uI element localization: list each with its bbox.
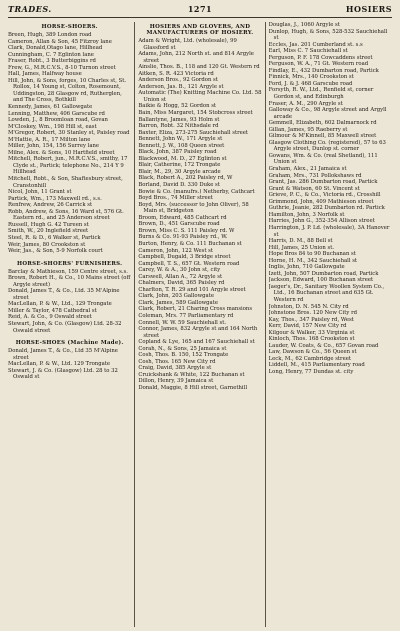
directory-entry: Kerr, David, 157 New City rd <box>268 323 347 330</box>
directory-entry: Graham, Mrs., 731 Pollokshaws rd <box>268 172 362 179</box>
directory-entry: Burton, Henry, & Co. 111 Buchanan st <box>138 240 242 247</box>
directory-entry: Burns & Co. 91-93 Paisley rd., W. <box>138 234 228 241</box>
directory-entry: Johnston, D. N. 545 N. City rd <box>268 303 349 310</box>
directory-entry: Ballantyne, James, 93 Holm st <box>138 116 220 123</box>
directory-entry: Nicol, John, 11 Grant st <box>8 189 72 196</box>
directory-entry: Harris, D. M., 88 Bell st <box>268 238 333 245</box>
directory-entry: Smith, W., 20 Inglefield street <box>8 228 89 235</box>
directory-entry: Ferguson, P. F. 178 Cowcaddens street <box>268 54 373 61</box>
directory-entry: Black, Robert A., 202 Paisley rd, W <box>138 175 233 182</box>
directory-entry: Clark, John, 203 Gallowgate <box>138 293 214 300</box>
directory-entry: Ainslie, Thos. B., 118 and 120 Gt. Western rd <box>138 64 260 71</box>
directory-entry: Broom, Edward, 485 Cathcart rd <box>138 214 227 221</box>
column-2 <box>138 22 261 627</box>
directory-entry: Fraser, Robt., 3 Butterbiggins rd <box>8 58 96 65</box>
directory-entry: Anderson Bros., 92 Gordon st <box>138 77 218 84</box>
directory-entry: Brown, Robert H., & Co., 10 Mains street (off Argyle street) <box>8 275 131 288</box>
directory-entry: Cameron, Allan & Son, 45 Fitzroy lane <box>8 38 112 45</box>
directory-entry: Campbell, Dugald, 3 Bridge street <box>138 254 231 261</box>
directory-entry: Hall, James, Halfway house <box>8 71 82 78</box>
directory-entry: Cosh, Thos. B. 150, 152 Trongate <box>138 352 229 359</box>
directory-entry: Ford, J. & J. 468 Garscube road <box>268 80 353 87</box>
directory-entry: Douglas, J., 1060 Argyle st <box>268 22 340 28</box>
directory-entry: Grimmond, John, 409 Mathieson street <box>268 198 374 205</box>
directory-entry: Gemmell, Elizabeth, 602 Dalmarnock rd <box>268 120 377 127</box>
directory-entry: Robb, Andrew, & Sons, 16 Ward st, 576 Gt. Eastern rd., and 25 Anderson street <box>8 208 124 222</box>
directory-entry: Gilmour & M'Kinnell, 85 Maxwell street <box>268 133 377 140</box>
directory-entry: Weir, James, 80 Crookston st <box>8 241 86 248</box>
directory-entry: Clark, Robert, 21 Charing Cross mansions <box>138 306 253 313</box>
directory-entry: Jackson, Edward, 100 Buchanan street <box>268 277 374 284</box>
column-3 <box>269 22 392 627</box>
directory-entry: Carey, W. & A., 30 John st, city <box>138 267 221 274</box>
directory-entry: Miller & Taylor, 478 Cathedral st <box>8 307 97 314</box>
directory-entry: Long, Henry, 77 Dundas st. city <box>268 368 354 375</box>
directory-entry: Steel, R. & D., 6 Walker st, Partick <box>8 234 101 241</box>
directory-entry: Frew, G., M.R.C.V.S., 8-10 Turnon street <box>8 64 116 71</box>
directory-entry: Copland & Lye, 165 and 167 Sauchiehall st <box>138 339 255 346</box>
directory-entry: Glasgow Clothing Co. (registered), 57 to 63 Argyle street, Dunlop st. corner <box>268 139 386 153</box>
directory-entry: Reid, A. & Co., 9 Oswald street <box>8 314 92 321</box>
directory-entry: Dillon, Henry, 39 Jamaica st <box>138 378 214 385</box>
directory-entry: Mitchell, Robt., & Son, Shaftesbury street, Cranstonhill <box>8 176 123 189</box>
directory-entry: Cosh, Thos. 165 New City rd <box>138 358 216 365</box>
directory-entry: Baikie & Hogg, 52 Gordon st <box>138 103 217 110</box>
directory-entry: Cunningham, C. 7 Eglinton lane <box>8 51 94 58</box>
header-rule <box>8 17 392 18</box>
directory-entry: Inglis, John, 710 Gallowgate <box>268 264 345 271</box>
directory-entry: M'Hattie, A. R., 17 Milton lane <box>8 136 91 143</box>
running-head-right: HOSIERS <box>345 4 392 14</box>
directory-entry: Campbell, T. S., 657 Gt. Western road <box>138 260 240 267</box>
directory-entry: Brown, Miss C. S. 111 Paisley rd. W <box>138 227 235 234</box>
directory-entry: Partick, Wm., 173 Maxwell rd., s.s. <box>8 195 102 202</box>
directory-entry: Stewart, John, & Co. (Glasgow) Ltd. 28-32 Oswald street <box>8 320 122 334</box>
directory-entry: Coleman, Mrs. 77 Parliamentary rd <box>138 312 234 319</box>
page-header <box>8 4 392 16</box>
directory-entry: M'Gregor, Robert, 30 Stanley st, Paisley road <box>8 130 130 137</box>
directory-entry: Dunlop, Hugh, & Sons, 528-532 Sauchiehall st <box>268 28 388 42</box>
directory-entry: MacLellan, P. & W., Ltd., 129 Trongate <box>8 301 112 308</box>
directory-entry: Grant & Watson, 60 St. Vincent st <box>268 185 360 192</box>
directory-entry: Kennedy, James, 61 Gallowgate <box>8 104 93 111</box>
directory-entry: Clark, Donald,Otago lane, Hillhead <box>8 45 103 52</box>
directory-entry: Breen, Hugh, 389 London road <box>8 32 92 38</box>
directory-entry: Bennett, John W., 171 Argyle st <box>138 136 223 143</box>
directory-entry: Blair, Catherine, 172 Trongate <box>138 162 221 169</box>
section-title: HORSE-SHOERS' FURNISHERS. <box>16 260 123 267</box>
directory-entry: Blackwood, M. D., 27 Eglinton st <box>138 155 227 162</box>
directory-entry: Donald, Maggie, 8 Hill street, Garnethill <box>138 384 248 391</box>
directory-entry: Blair, M., 29, 30 Argyle arcade <box>138 168 221 175</box>
directory-entry: MacLellan, P. & W., Ltd. 129 Trongate <box>8 361 111 368</box>
directory-entry: Renfrew, Andrew, 26 Carrick st <box>8 202 93 209</box>
directory-entry: Ferguson, W. A., 71 Gt. Western road <box>268 61 369 68</box>
section-title: HORSE-SHOES (Machine Made). <box>15 340 124 347</box>
directory-entry: Automatic (The) Knitting Machine Co. Ltd. 58 Union st <box>138 90 262 103</box>
directory-entry: Boyd Bros., 74 Miller street <box>138 195 213 202</box>
directory-entry: Hill, James, 25 Union st. <box>268 244 335 251</box>
directory-entry: Bennett, J. W., 108 Queen street <box>138 142 225 149</box>
directory-entry: Johnstone Bros. 120 New City rd <box>268 310 358 317</box>
directory-entry: Black, John, 387 Paisley road <box>138 149 217 156</box>
directory-entry: Aitken, S. R. 423 Victoria rd <box>138 70 214 77</box>
section-gap <box>8 255 131 259</box>
directory-entry: Carswell, Allan A., 72 Argyle st <box>138 273 223 280</box>
directory-entry: Lowden, J., 8 Broomloan road, Govan <box>8 117 108 124</box>
directory-entry: Kilgour & Walker, 33 Virginia st <box>268 329 355 336</box>
column-divider <box>134 22 135 627</box>
directory-entry: Milne, Alex. & Sons, 10 Hartfield street <box>8 149 115 156</box>
directory-entry: Eccles, Jas. 201 Cumberland st. s.s <box>268 41 363 48</box>
directory-entry: Brown, D., 451 Garscube road <box>138 221 220 228</box>
directory-entry: Weir, Jas., & Son, 5-9 Norfolk court <box>8 248 103 255</box>
directory-entry: Barclay & Mathieson, 159 Centre street, s.s. <box>8 268 128 275</box>
directory-entry: Grant, Jas. 286 Dumbarton road, Partick <box>268 179 378 186</box>
directory-entry: Horne, H. M., 342 Sauchiehall st <box>268 257 358 264</box>
directory-entry: Harries, John G., 352-354 Allison street <box>268 218 375 225</box>
directory-entry: Miller, John, 154, 156 Surrey lane <box>8 143 100 150</box>
directory-entry: Anderson, Jas. B., 121 Argyle st <box>138 83 224 90</box>
directory-entry: Charlton, T. R. 29 and 101 Argyle street <box>138 286 246 293</box>
directory-entry: Lauder, W. Coats, & Co., 657 Govan road <box>268 342 379 349</box>
column-divider <box>265 22 266 627</box>
section-title: HORSE-SHOERS. <box>41 24 98 30</box>
section-gap <box>8 334 131 338</box>
directory-entry: Barron, Robt. 32 Nithsdale rd <box>138 123 219 130</box>
page-number: 1271 <box>187 4 213 14</box>
directory-entry: Bowie & Co. (manufrs.) Netherby, Cathcart <box>138 188 255 195</box>
directory-entry: Graham, Alex., 21 Jamaica st <box>268 166 347 173</box>
directory-entry: Russell, Hugh G. 42 Tureen st <box>8 221 89 228</box>
directory-entry: Gillan, James, 95 Raeberry st <box>268 126 348 133</box>
directory-entry: Harrington, J. P. Ld. (wholesale), 3A Hanover st <box>268 224 390 238</box>
directory-entry: Galloway & Co., 98 Argyle street and Argyll arcade <box>268 107 387 120</box>
directory-entry: Connell, W. W. 59 Sauchiehall st. <box>138 319 227 326</box>
directory-entry: Donald, James T., & Co., Ltd. 35 M'Alpine street <box>8 288 120 301</box>
directory-entry: Forsyth, R. W., Ltd., Renfield st, corner Gordon st, and Edinburgh <box>268 87 374 101</box>
directory-entry: Leck, M., 62 Cambridge street <box>268 355 351 362</box>
directory-entry: Stewart, J. & Co. (Glasgow) Ltd. 28 to 32 Oswald st <box>8 367 118 381</box>
directory-entry: Law, Dawson & Co., 56 Queen st <box>268 349 357 356</box>
directory-entry: Hope Bros 84 to 90 Buchanan st <box>268 251 356 258</box>
directory-entry: Lenning, Matthew, 406 Garscube rd <box>8 110 105 117</box>
directory-entry: Liddell, M., 415 Parliamentary road <box>268 362 365 369</box>
directory-entry: Earl, Miss C. 7 Sauchiehall st <box>268 48 348 55</box>
directory-entry: Borland, David D. 330 Duke st <box>138 182 220 189</box>
listing-columns <box>8 22 392 627</box>
directory-entry: Cameron, John, 122 West st <box>138 247 214 254</box>
directory-entry: Kinloch, Thos. 168 Crookston st <box>268 336 355 343</box>
section-title: HOSIERS AND GLOVERS, AND MANUFACTURERS OF HOSIERY. <box>146 24 254 36</box>
directory-entry: Hamilton, John, 3 Norfolk st <box>268 211 345 218</box>
directory-entry: Gowans, Wm. & Co. (real Shetland), 111 Union st <box>268 152 378 166</box>
directory-entry: Guthrie, Jeanie, 282 Dumbarton rd. Partick <box>268 205 385 212</box>
directory-entry: Baxter, Eliza, 273-275 Sauchiehall street <box>138 129 249 136</box>
directory-entry: Izett, John, 507 Dumbarton road, Partick <box>268 270 379 277</box>
directory-entry: Chalmers, David, 365 Paisley rd <box>138 280 225 287</box>
directory-entry: Adam & Wright, Ltd. (wholesale), 99 Glassford st <box>138 38 237 51</box>
directory-entry: Hill, John, & Sons, forges, 10 Charles st, St. Rollox, 14 Young st, Colton, Rosemount, Uddingston, 28 Glasgow rd, Rutherglen, and The Cross, Bothkill <box>8 77 127 104</box>
directory-entry: M'Closkey, Wm., 198 Hill st, east <box>8 123 97 130</box>
directory-entry: Finnick, Mrs., 140 Crookston st <box>268 74 354 81</box>
directory-entry: Jaeger's, Dr., Sanitary Woollen System Co., Ltd., 16 Buchanan street and 635 Gt. Western rd <box>268 283 385 303</box>
directory-entry: Grieve, P. C., & Co., Victoria rd., Crosshill <box>268 192 381 199</box>
directory-entry: Mitchell, Robert, jun., M.R.C.V.S., smithy, 17 Clyde st., Partick; telephone No., 214 Y 9 Hillhead <box>8 156 128 176</box>
directory-entry: Cruickshank & White, 122 Buchanan st <box>138 371 245 378</box>
directory-entry: Fraser, A. M., 290 Argyle st <box>268 100 343 107</box>
directory-entry: Craig, David, 385 Argyle st <box>138 365 212 372</box>
directory-entry: Boyd, Mrs. (successor to John Oliver), 58 Main st, Bridgeton <box>138 201 249 215</box>
directory-entry: Kay, Thos., 347 Paisley rd, West <box>268 316 354 323</box>
running-head-left: TRADES. <box>8 4 52 14</box>
directory-entry: Connor, James, 832 Argyle st and 164 North street <box>138 326 258 339</box>
directory-entry: Donald, James T., & Co., Ltd 35 M'Alpine street <box>8 348 118 361</box>
directory-entry: Bain, Miss Margaret, 154 Stobcross street <box>138 110 253 117</box>
directory-entry: Findlay, E., 432 Dumbarton road, Partick <box>268 67 379 74</box>
column-1 <box>8 22 131 627</box>
directory-entry: Adams, John, 212 North st. and 814 Argyle street <box>138 51 254 64</box>
directory-entry: Corah, N., & Sons, 25 Jamaica st <box>138 345 227 352</box>
directory-entry: Clark, James, 589 Gallowgate <box>138 299 218 306</box>
